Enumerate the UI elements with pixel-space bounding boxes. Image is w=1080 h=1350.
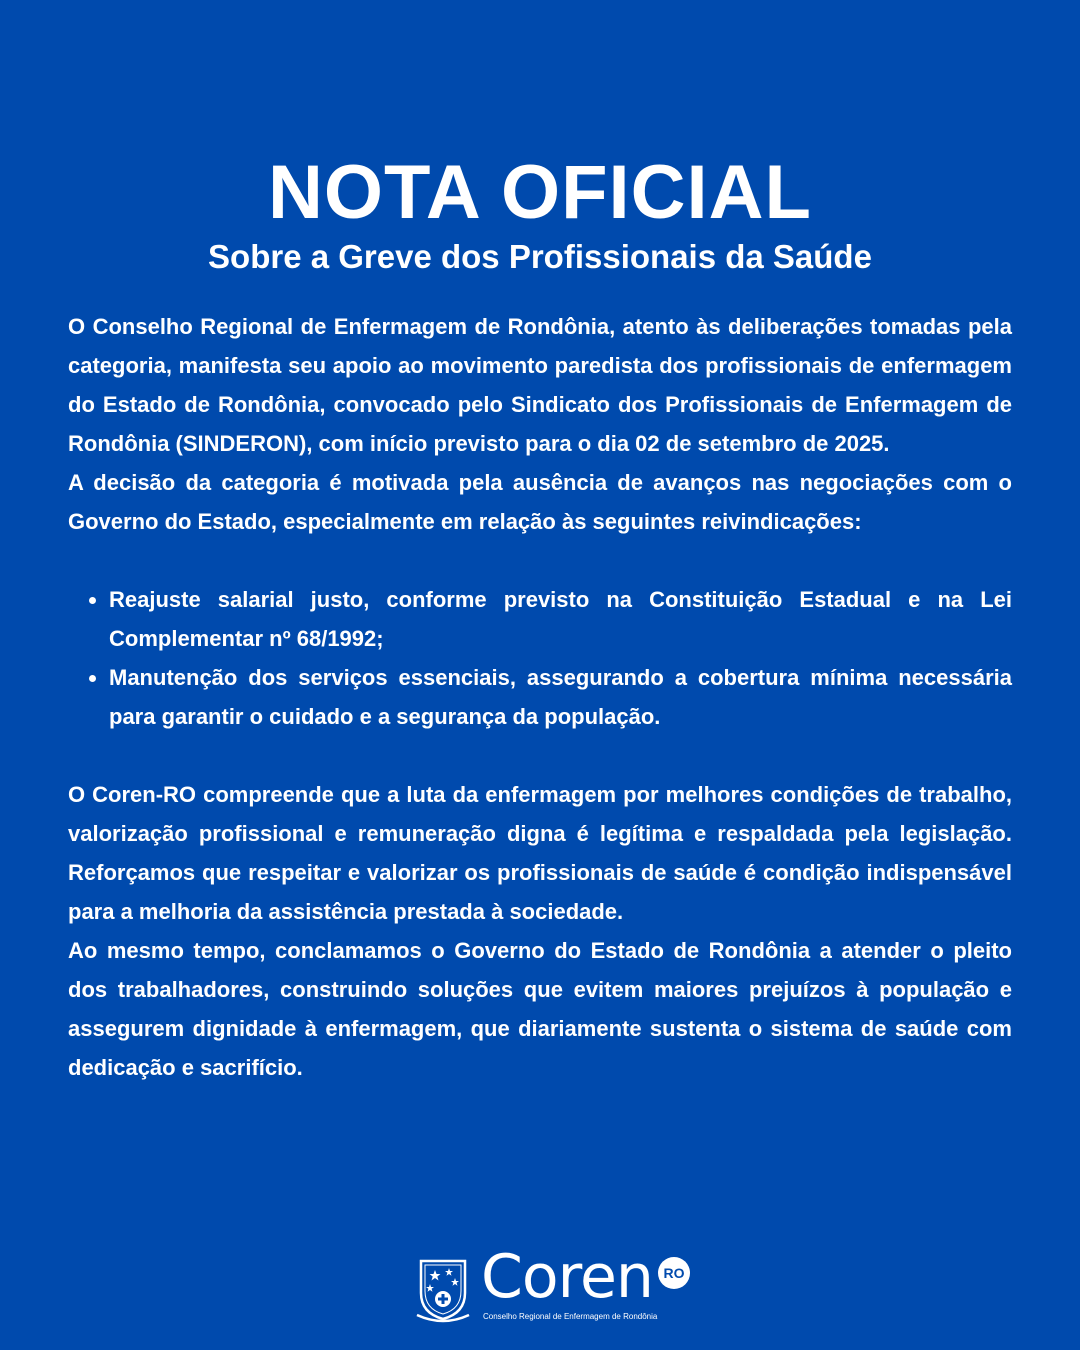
brand-name: Coren [481, 1242, 653, 1312]
list-item-services: • Manutenção dos serviços essenciais, assegurando a cobertura mínima necessária para garantir o cuidado e a segurança da população. [109, 658, 1012, 736]
paragraph-appeal: Ao mesmo tempo, conclamamos o Governo do Estado de Rondônia a atender o pleito dos trabalhadores, construindo soluções que evitem maiores prejuízos à população e assegurem dignidade à enfermagem, que diariamente sustenta o sistema de saúde com dedicação e sacrifício. [68, 938, 1012, 1080]
paragraph-coren-position: O Coren-RO compreende que a luta da enfermagem por melhores condições de trabalho, valorização profissional e remuneração digna é legítima e respaldada pela legislação. Reforçamos que respeitar e valorizar os profissionais de saúde é condição indispensável para a melhoria da assistência prestada à sociedade. [68, 782, 1012, 924]
paragraph-support: O Conselho Regional de Enfermagem de Rondônia, atento às deliberações tomadas pela categoria, manifesta seu apoio ao movimento paredista dos profissionais de enfermagem do Estado de Rondônia, convocado pelo Sindicato dos Profissionais de Enfermagem de Rondônia (SINDERON), com início previsto para o dia 02 de setembro de 2025. [68, 314, 1012, 456]
state-badge: RO [658, 1257, 690, 1289]
paragraph-motivation: A decisão da categoria é motivada pela ausência de avanços nas negociações com o Governo do Estado, especialmente em relação às seguintes reivindicações: [68, 470, 1012, 534]
crest-icon [415, 1257, 471, 1323]
coren-ro-logo [415, 1242, 695, 1328]
page-subtitle: Sobre a Greve dos Profissionais da Saúde [208, 238, 872, 275]
demands-list [68, 580, 1012, 736]
note-body [68, 307, 1012, 1087]
page-title: NOTA OFICIAL [268, 150, 812, 235]
logo-tagline: Conselho Regional de Enfermagem de Rondônia [483, 1312, 658, 1321]
list-item-salary: • Reajuste salarial justo, conforme previsto na Constituição Estadual e na Lei Complementar nº 68/1992; [109, 580, 1012, 658]
